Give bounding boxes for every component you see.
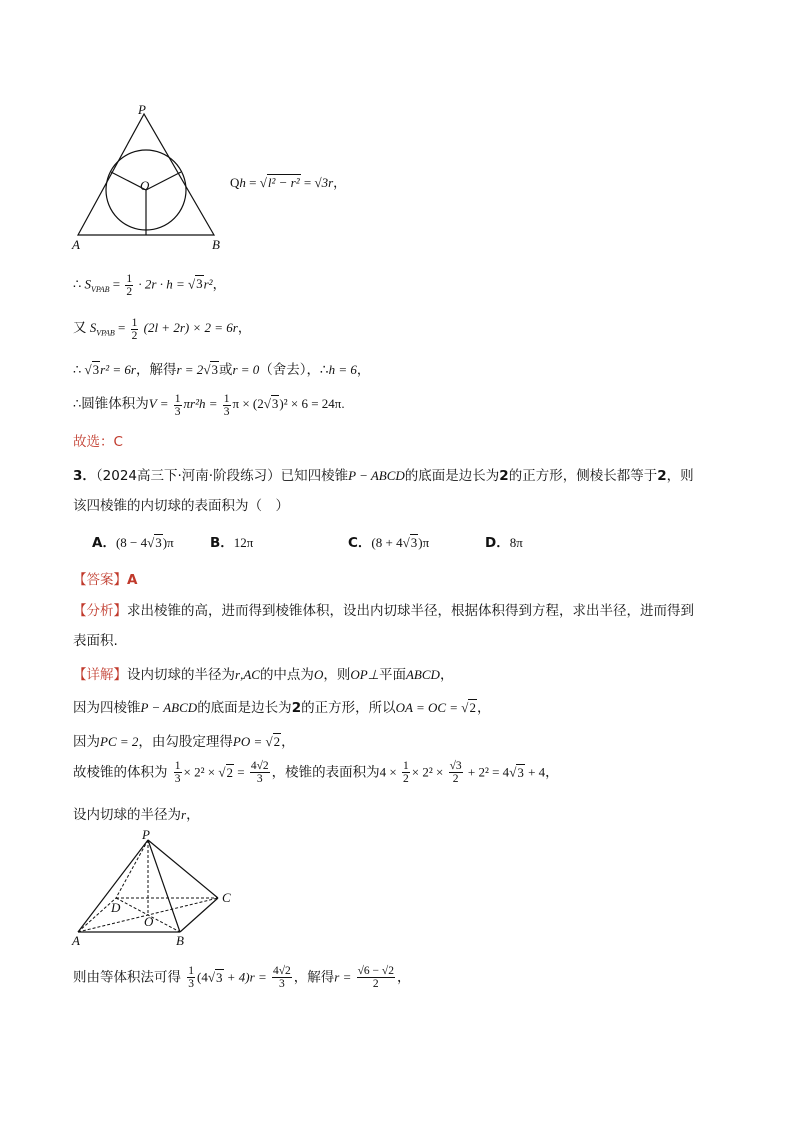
volume-line: ∴圆锥体积为V = $\frac{1}{3}$ πr²h = $\frac{1}{3}$ π × (2√3)² × 6 = 24π. <box>73 392 345 418</box>
detail-line-3: 因为PC = 2，由勾股定理得PO = √2， <box>73 734 295 750</box>
choice-result-1: 故选：C <box>73 434 123 450</box>
option-a[interactable]: A．(8 − 4√3)π <box>92 535 174 551</box>
detail-line-1: 【详解】设内切球的半径为r,AC的中点为O，则OP⊥平面ABCD， <box>73 667 454 683</box>
label-a2: A <box>72 933 80 948</box>
question-3-line-1: 3．（2024高三下·河南·阶段练习）已知四棱锥P − ABCD的底面是边长为2的正方形，侧棱长都等于2，则 <box>73 468 694 484</box>
option-b[interactable]: B．12π <box>210 535 254 551</box>
solve-radius-line: ∴ √3r² = 6r，解得r = 2√3或r = 0（舍去），∴h = 6， <box>73 362 370 378</box>
label-c2: C <box>222 890 231 905</box>
label-o: O <box>140 178 150 193</box>
area-formula-2: 又 $S_{VPAB}$ = $\frac{1}{2}$ (2l + 2r) × 2 = 6r， <box>73 316 251 342</box>
label-p: P <box>138 102 146 117</box>
label-a: A <box>72 237 80 252</box>
detail-line-2: 因为四棱锥P − ABCD的底面是边长为2的正方形，所以OA = OC = √2， <box>73 700 491 716</box>
pyramid-figure <box>68 828 238 948</box>
detail-line-4: 故棱锥的体积为 $\frac{1}{3}$ × 2² × √2 = $\frac{4√2}{3}$ ，棱锥的表面积为4 × $\frac{1}{2}$ × 2² × $\frac{√3}{2}$ + 2² = 4√3 + 4， <box>73 760 559 785</box>
analysis-line-1: 【分析】求出棱锥的高，进而得到棱锥体积，设出内切球半径，根据体积得到方程，求出半径，进而得到 <box>73 603 694 619</box>
triangle-incircle-figure <box>68 100 238 255</box>
h-formula: Qh = √l² − r² = √3r， <box>230 175 347 190</box>
label-d2: D <box>111 900 121 915</box>
detail-line-6: 则由等体积法可得 $\frac{1}{3}$ (4√3 + 4)r = $\frac{4√2}{3}$ ，解得r = $\frac{√6 - √2}{2}$ ， <box>73 965 411 990</box>
label-b2: B <box>176 933 184 948</box>
label-p2: P <box>142 828 150 842</box>
option-c[interactable]: C．(8 + 4√3)π <box>348 535 430 551</box>
option-d[interactable]: D．8π <box>485 535 523 551</box>
question-3-line-2: 该四棱锥的内切球的表面积为（ ） <box>73 498 289 514</box>
area-formula-1: ∴ $S_{VPAB}$ = $\frac{1}{2}$ · 2r · h = √3r²， <box>73 273 226 298</box>
analysis-line-2: 表面积. <box>73 633 118 649</box>
answer-line: 【答案】A <box>73 572 138 588</box>
label-o2: O <box>144 914 154 929</box>
label-b: B <box>212 237 220 252</box>
detail-line-5: 设内切球的半径为r， <box>73 807 200 823</box>
